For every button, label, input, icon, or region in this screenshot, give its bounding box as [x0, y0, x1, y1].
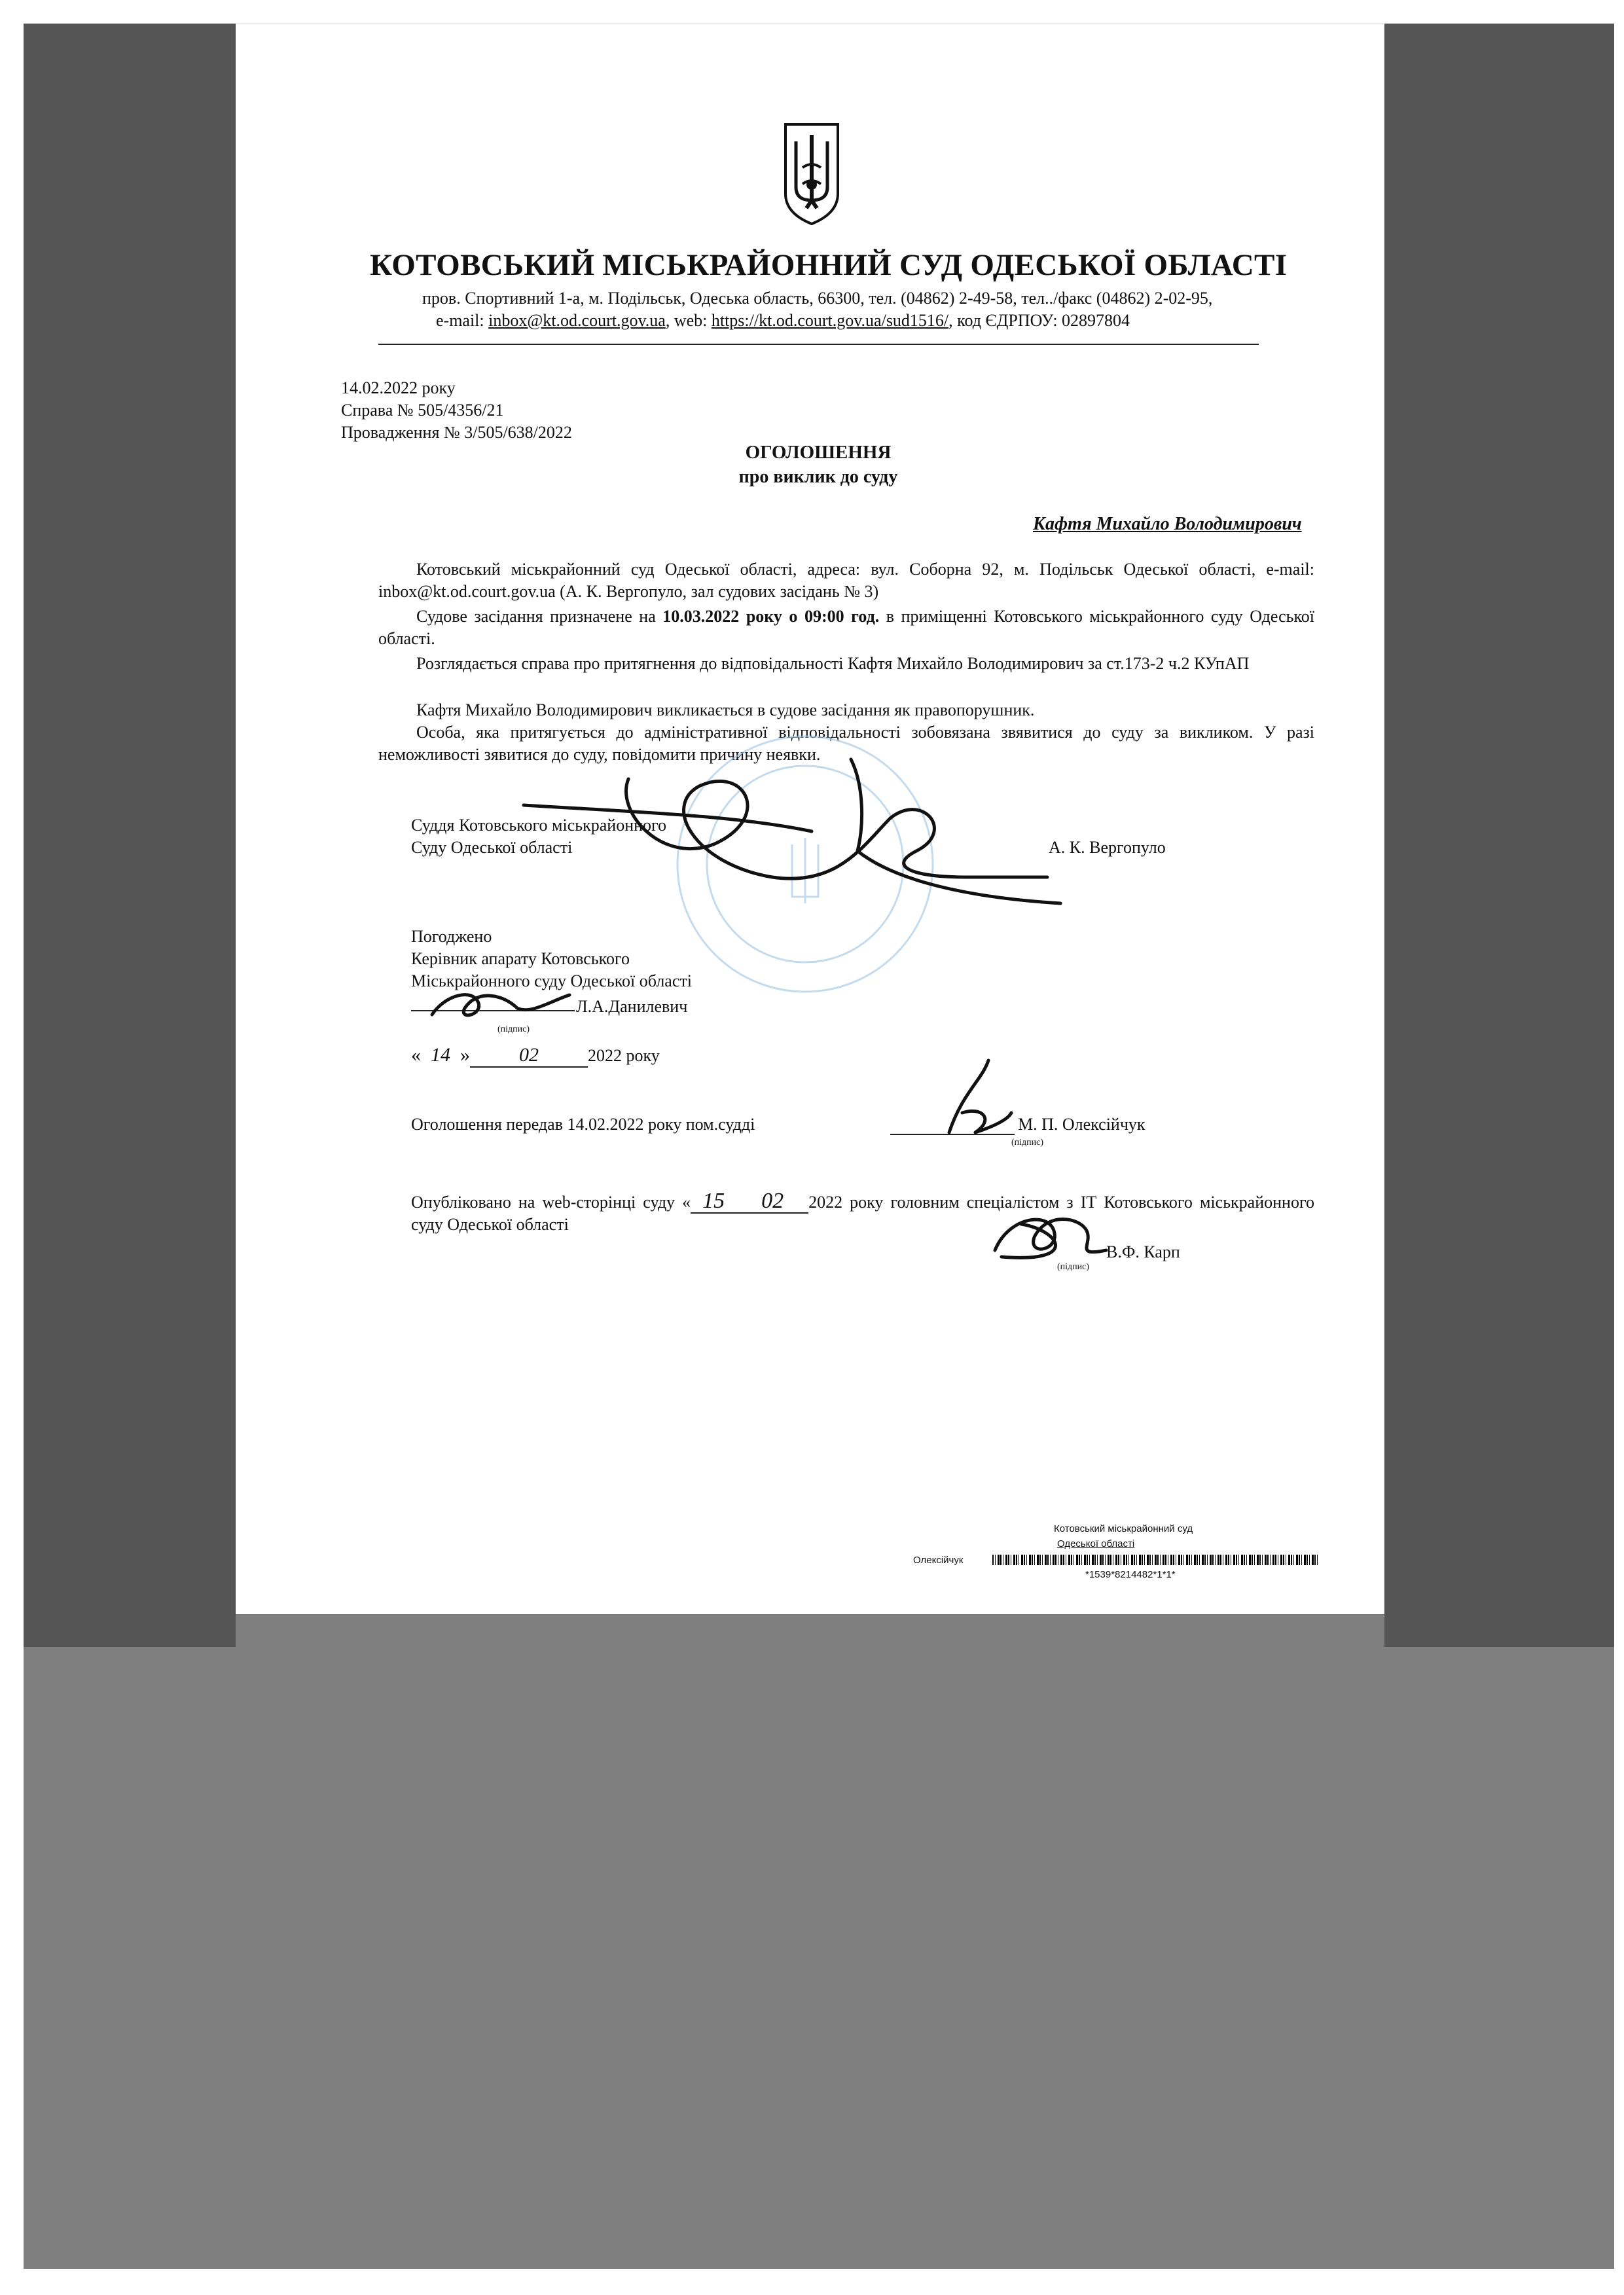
proceeding-number: Провадження № 3/505/638/2022 — [341, 423, 572, 442]
header-divider — [378, 344, 1259, 345]
stamp-left-label: Олексійчук — [913, 1555, 964, 1566]
approval-name: Л.А.Данилевич — [576, 997, 688, 1016]
approval-date-month: 02 — [470, 1044, 588, 1068]
published-prefix: Опубліковано на web-сторінці суду « — [411, 1193, 691, 1212]
approval-date-close: » — [460, 1044, 470, 1066]
court-email-link[interactable]: inbox@kt.od.court.gov.ua — [488, 311, 666, 330]
court-contacts-line — [436, 311, 1130, 331]
hearing-place: в приміщенні Котовського міськрайонного суду Одеської області. — [378, 607, 1315, 648]
court-title: КОТОВСЬКИЙ МІСЬКРАЙОННИЙ СУД ОДЕСЬКОЇ ОБЛАСТІ — [370, 248, 1288, 282]
web-prefix: , web: — [665, 311, 712, 330]
document-date: 14.02.2022 року — [341, 378, 456, 397]
scan-right-margin — [1384, 24, 1614, 1647]
published-date-day: 15 — [691, 1190, 736, 1214]
notice-subtitle: про виклик до суду — [738, 467, 898, 487]
judge-signature — [497, 746, 1087, 910]
trident-coat-of-arms-icon — [783, 122, 840, 226]
document-barcode — [992, 1555, 1318, 1565]
addressee-name: Кафтя Михайло Володимирович — [1033, 514, 1302, 534]
publisher-signature — [982, 1191, 1113, 1270]
scan-left-margin — [24, 24, 236, 1647]
approval-date-day: 14 — [431, 1044, 450, 1066]
notice-paragraph-hearing — [378, 605, 1314, 650]
approval-sign-hint: (підпис) — [497, 1024, 530, 1034]
notice-paragraph-summons: Кафтя Михайло Володимирович викликається в судове засідання як правопорушник. — [416, 700, 1035, 719]
published-text — [411, 1190, 1314, 1236]
publisher-sign-hint: (підпис) — [1057, 1262, 1090, 1272]
transfer-name: М. П. Олексійчук — [1018, 1115, 1146, 1134]
court-web-link[interactable]: https://kt.od.court.gov.ua/sud1516/ — [711, 311, 949, 330]
transfer-signature — [936, 1054, 1015, 1146]
approval-label: Погоджено — [411, 927, 492, 946]
approval-line2: Міськрайонного суду Одеської області — [411, 971, 692, 990]
notice-paragraph-obligation: Особа, яка притягується до адміністративної відповідальності зобовязана звявитися до суду за викликом. У разі неможливості зявитися до суду, повідомити причину неявки. — [378, 723, 1314, 764]
transfer-text: Оголошення передав 14.02.2022 року пом.судді — [411, 1115, 755, 1134]
case-number: Справа № 505/4356/21 — [341, 401, 504, 420]
hearing-text: Судове засідання призначене на — [416, 607, 663, 626]
published-date-month: 02 — [736, 1190, 808, 1214]
notice-paragraph-court: Котовський міськрайонний суд Одеської області, адреса: вул. Соборна 92, м. Подільськ Одеської області, e-mail: inbox@kt.od.court.gov.ua (А. К. Вергопуло, зал судових засідань № 3) — [378, 560, 1314, 601]
publisher-name: В.Ф. Карп — [1106, 1242, 1180, 1261]
approval-line1: Керівник апарату Котовського — [411, 949, 630, 968]
court-address-line: пров. Спортивний 1-а, м. Подільськ, Одеська область, 66300, тел. (04862) 2-49-58, тел../факс (04862) 2-02-95, — [422, 289, 1213, 308]
judge-title-line2: Суду Одеської області — [411, 838, 573, 857]
transfer-sign-hint: (підпис) — [1011, 1138, 1044, 1148]
barcode-code: *1539*8214482*1*1* — [1085, 1569, 1176, 1580]
published-suffix: 2022 року головним спеціалістом з ІТ Котовського міськрайонного суду Одеської області — [411, 1193, 1314, 1234]
judge-name: А. К. Вергопуло — [1049, 838, 1166, 857]
notice-paragraph-case: Розглядається справа про притягнення до відповідальності Кафтя Михайло Володимирович за ст.173-2 ч.2 КУпАП — [416, 654, 1250, 673]
judge-title-line1: Суддя Котовського міськрайонного — [411, 816, 667, 835]
stamp-court-line1: Котовський міськрайонний суд — [1054, 1523, 1193, 1534]
approval-date-year: 2022 року — [588, 1046, 660, 1065]
approval-date — [411, 1044, 660, 1068]
court-code: , код ЄДРПОУ: 02897804 — [948, 311, 1130, 330]
hearing-datetime: 10.03.2022 року о 09:00 год. — [662, 607, 880, 626]
notice-title: ОГОЛОШЕННЯ — [745, 442, 892, 463]
stamp-court-line2: Одеської області — [1057, 1538, 1135, 1549]
approval-date-open: « — [411, 1044, 421, 1066]
email-prefix: e-mail: — [436, 311, 489, 330]
approval-signature — [419, 975, 576, 1028]
